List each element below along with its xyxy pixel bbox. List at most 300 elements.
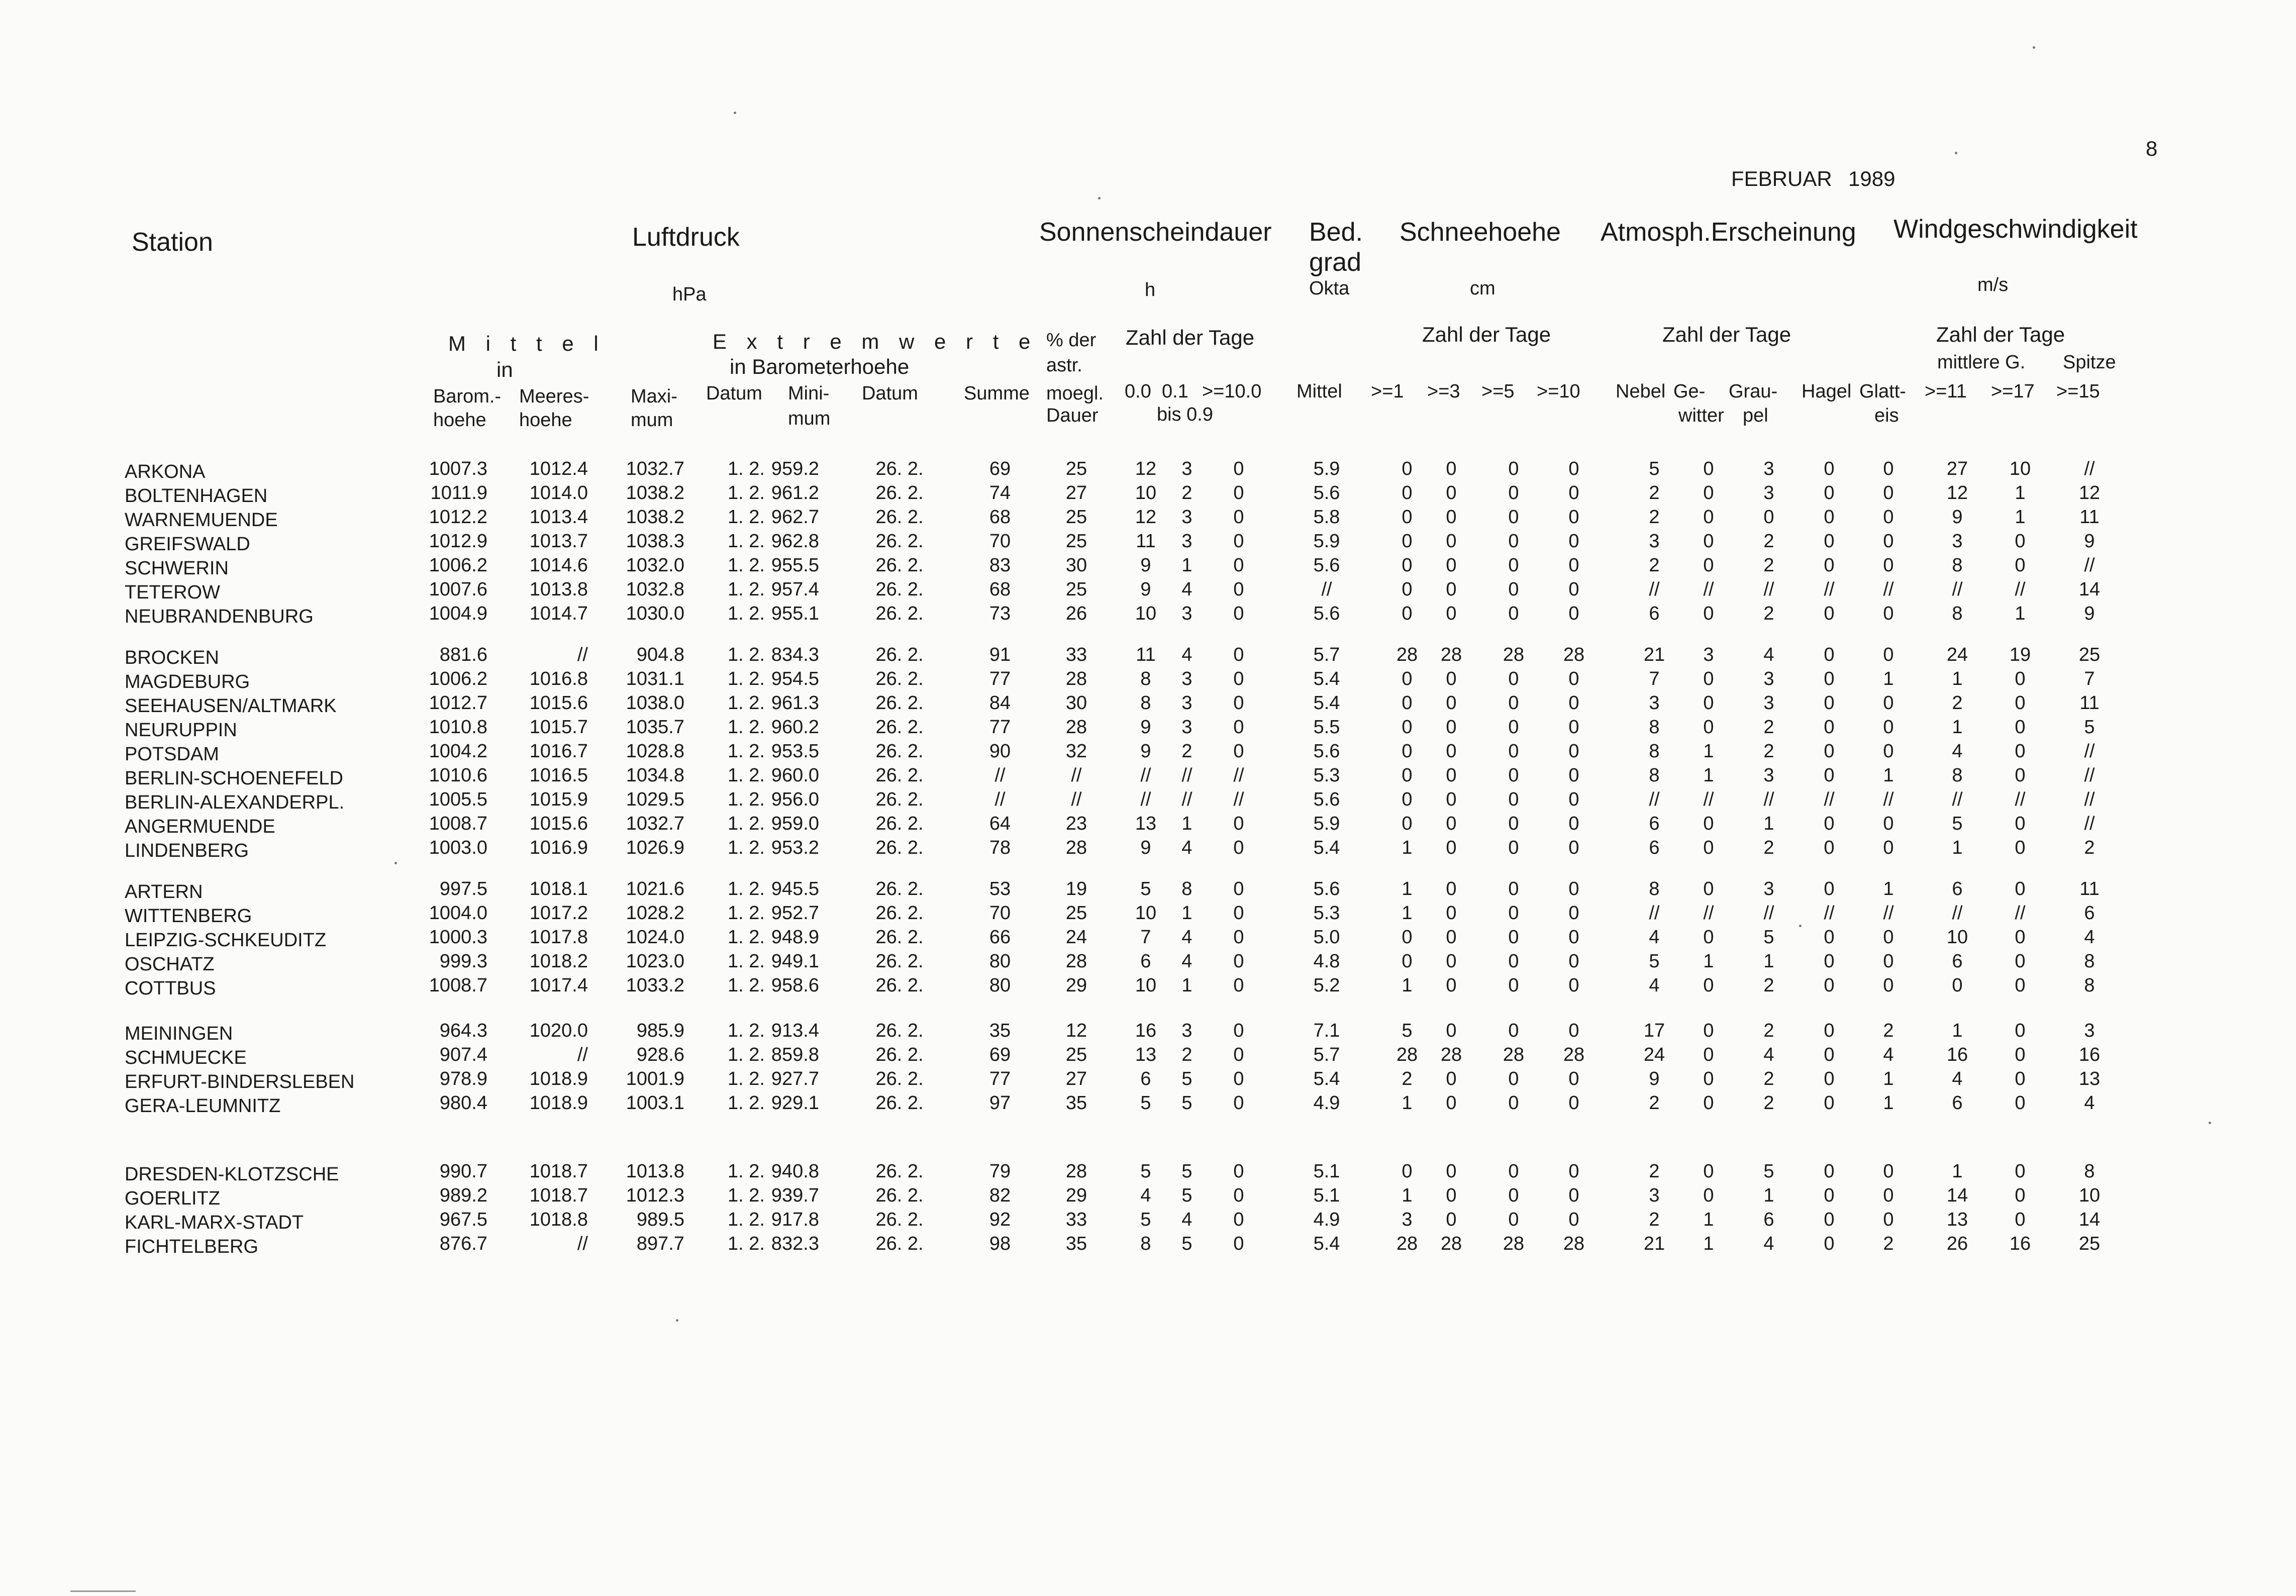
hagel: //: [1824, 579, 1835, 600]
graupel-header-2: pel: [1743, 405, 1768, 426]
min-datum: 26. 2.: [875, 927, 924, 948]
nebel: 2: [1649, 482, 1660, 504]
wind-ge15: 9: [2084, 603, 2095, 624]
sun-pct: 28: [1065, 717, 1087, 738]
wind-ge11: 8: [1952, 555, 1963, 576]
gewitter: 0: [1703, 555, 1714, 576]
graupel: 5: [1763, 927, 1774, 948]
min-datum: 26. 2.: [875, 717, 924, 738]
max-datum: 1. 2.: [728, 837, 765, 858]
maximum: 1033.2: [626, 975, 684, 996]
meeres-mittel: 1020.0: [529, 1020, 588, 1041]
sun-days-10: 0: [1233, 1092, 1244, 1114]
snow-ge10: 0: [1568, 789, 1579, 810]
wind-col1-header: >=11: [1925, 381, 1967, 402]
sun-days-01: //: [1181, 765, 1192, 786]
sun-days-10: 0: [1233, 951, 1244, 972]
bed-mittel: 5.4: [1313, 692, 1340, 714]
scan-speck: [1955, 152, 1957, 154]
nebel: 6: [1649, 813, 1660, 834]
maximum: 1028.2: [626, 903, 684, 924]
station-name: ARTERN: [125, 881, 203, 903]
bed-mittel: 5.0: [1313, 927, 1340, 948]
wind-ge15: //: [2084, 458, 2095, 479]
sun-summe: 80: [989, 975, 1011, 996]
sonnenschein-unit: h: [1145, 279, 1156, 301]
barom-mittel: 907.4: [439, 1044, 487, 1065]
station-name: MEININGEN: [125, 1023, 233, 1044]
bed-mittel: 5.9: [1313, 458, 1340, 479]
station-name: BROCKEN: [125, 647, 219, 668]
snow-ge3: 0: [1446, 837, 1457, 858]
bed-mittel: 5.6: [1313, 603, 1340, 624]
snow-ge1: 1: [1402, 975, 1413, 996]
gewitter: 1: [1703, 741, 1714, 762]
hagel: 0: [1824, 668, 1835, 689]
minimum: 961.3: [771, 692, 819, 714]
max-datum: 1. 2.: [728, 1020, 765, 1041]
sun-days-01: 3: [1181, 717, 1192, 738]
scan-speck: [734, 112, 736, 114]
graupel: 3: [1763, 668, 1774, 689]
bed-mittel: 4.9: [1313, 1209, 1340, 1230]
wind-ge15: 14: [2078, 579, 2101, 600]
meeres-mittel: 1017.2: [529, 903, 588, 924]
barom-mittel: 1010.8: [429, 717, 487, 738]
sun-days-10: 0: [1233, 692, 1244, 714]
gewitter: //: [1703, 789, 1714, 810]
maximum: 1032.0: [626, 555, 684, 576]
sun-days-10: 0: [1233, 903, 1244, 924]
snow-ge10: 0: [1568, 1092, 1579, 1114]
snow-ge3: 0: [1446, 1209, 1457, 1230]
snow-ge1: 3: [1402, 1209, 1413, 1230]
meeres-mittel: //: [577, 1044, 588, 1065]
snow-ge1: 0: [1402, 458, 1413, 479]
sun-days-01: 3: [1181, 531, 1192, 552]
snow-ge3: 0: [1446, 813, 1457, 834]
glatteis: 0: [1883, 507, 1894, 528]
max-datum: 1. 2.: [728, 1233, 765, 1254]
maximum: 1028.8: [626, 741, 684, 762]
sun-days-01: 4: [1181, 951, 1192, 972]
snow-ge10: 0: [1568, 507, 1579, 528]
station-name: POTSDAM: [125, 744, 219, 765]
gewitter: 0: [1703, 878, 1714, 900]
nebel: //: [1649, 903, 1660, 924]
wind-ge11: 13: [1946, 1209, 1968, 1230]
scan-speck: [1799, 925, 1802, 927]
station-name: NEURUPPIN: [125, 720, 237, 741]
sun-days-01: 5: [1181, 1233, 1192, 1254]
min-datum: 26. 2.: [875, 1185, 924, 1206]
sun-pct: 12: [1065, 1020, 1087, 1041]
min-datum: 26. 2.: [875, 1161, 924, 1182]
sun-days-00: 10: [1135, 603, 1157, 624]
wind-col2-header: >=17: [1991, 381, 2035, 402]
sun-days-00: 4: [1140, 1185, 1151, 1206]
meeres-mittel: 1014.7: [529, 603, 588, 624]
minimum: 939.7: [771, 1185, 819, 1206]
station-name: DRESDEN-KLOTZSCHE: [125, 1164, 339, 1185]
minimum-header-1: Mini-: [788, 383, 830, 404]
snow-ge3: 0: [1446, 1161, 1457, 1182]
meeres-mittel: 1015.9: [529, 789, 588, 810]
glatteis: 0: [1883, 692, 1894, 714]
nebel: //: [1649, 579, 1660, 600]
graupel: 0: [1763, 507, 1774, 528]
min-datum: 26. 2.: [875, 765, 924, 786]
meeres-mittel: 1018.8: [529, 1209, 588, 1230]
wind-ge17: 0: [2015, 975, 2026, 996]
sun-summe: 70: [989, 903, 1011, 924]
hagel: 0: [1824, 1185, 1835, 1206]
hagel: 0: [1824, 692, 1835, 714]
sun-days-01: 1: [1181, 975, 1192, 996]
snow-ge1: 28: [1396, 1233, 1418, 1254]
snow-ge5: 0: [1508, 531, 1519, 552]
minimum: 955.5: [771, 555, 819, 576]
wind-ge17: 1: [2015, 603, 2026, 624]
wind-ge15: 16: [2078, 1044, 2101, 1065]
barom-mittel: 1010.6: [429, 765, 487, 786]
gewitter: 0: [1703, 1020, 1714, 1041]
wind-ge15: 6: [2084, 903, 2095, 924]
sonnenschein-header: Sonnenscheindauer: [1039, 218, 1272, 247]
graupel: 3: [1763, 765, 1774, 786]
max-datum: 1. 2.: [728, 579, 765, 600]
sun-days-00: 9: [1140, 717, 1151, 738]
nebel: 4: [1649, 927, 1660, 948]
glatteis: 0: [1883, 458, 1894, 479]
wind-ge15: //: [2084, 741, 2095, 762]
sun-summe: 92: [989, 1209, 1011, 1230]
max-datum: 1. 2.: [728, 741, 765, 762]
bed-mittel: 5.4: [1313, 1233, 1340, 1254]
sun-summe: 78: [989, 837, 1011, 858]
sun-days-00: 9: [1140, 837, 1151, 858]
barom-mittel: 1012.9: [429, 531, 487, 552]
schneehoehe-header: Schneehoehe: [1400, 218, 1561, 247]
sun-days-01: //: [1181, 789, 1192, 810]
wind-ge17: //: [2015, 789, 2026, 810]
hagel-header: Hagel: [1802, 381, 1852, 402]
maximum: 904.8: [636, 644, 684, 665]
sun-pct: 32: [1065, 741, 1087, 762]
min-datum: 26. 2.: [875, 507, 924, 528]
hagel: 0: [1824, 482, 1835, 504]
snow-ge10: 0: [1568, 765, 1579, 786]
max-datum: 1. 2.: [728, 668, 765, 689]
sun-pct: 35: [1065, 1092, 1087, 1114]
snow-ge5: 0: [1508, 1020, 1519, 1041]
max-datum: 1. 2.: [728, 903, 765, 924]
gewitter: 0: [1703, 837, 1714, 858]
barom-mittel: 1007.3: [429, 458, 487, 479]
graupel: 2: [1763, 717, 1774, 738]
max-datum: 1. 2.: [728, 789, 765, 810]
minimum: 927.7: [771, 1068, 819, 1089]
sun-summe: 77: [989, 668, 1011, 689]
wind-ge17: 0: [2015, 1044, 2026, 1065]
bed-mittel: 5.6: [1313, 878, 1340, 900]
wind-ge17: 0: [2015, 813, 2026, 834]
sun-days-00: 10: [1135, 482, 1157, 504]
maximum: 1001.9: [626, 1068, 684, 1089]
minimum: 960.0: [771, 765, 819, 786]
minimum: 955.1: [771, 603, 819, 624]
schnee-zahl-tage-header: Zahl der Tage: [1422, 323, 1551, 346]
wind-ge17: 10: [2009, 458, 2031, 479]
minimum: 952.7: [771, 903, 819, 924]
bed-mittel: 5.8: [1313, 507, 1340, 528]
gewitter: 0: [1703, 1068, 1714, 1089]
snow-ge5: 28: [1503, 644, 1525, 665]
wind-ge15: 11: [2079, 878, 2100, 900]
wind-ge11: 6: [1952, 951, 1963, 972]
sun-zahl-tage-header: Zahl der Tage: [1126, 326, 1255, 349]
meeres-mittel: 1016.5: [529, 765, 588, 786]
pct-header-2: astr.: [1046, 355, 1082, 376]
bedeckung-header-1: Bed.: [1309, 218, 1363, 247]
snow-ge3: 0: [1446, 1068, 1457, 1089]
wind-ge15: 25: [2078, 1233, 2101, 1254]
min-datum: 26. 2.: [875, 1233, 924, 1254]
nebel: 21: [1643, 644, 1665, 665]
graupel: 4: [1763, 1233, 1774, 1254]
bed-mittel: 4.9: [1313, 1092, 1340, 1114]
station-name: GERA-LEUMNITZ: [125, 1095, 281, 1117]
gewitter: 0: [1703, 1044, 1714, 1065]
max-datum: 1. 2.: [728, 1209, 765, 1230]
mittel-in-header: in: [496, 358, 513, 381]
sun-days-00: 6: [1140, 951, 1151, 972]
minimum: 948.9: [771, 927, 819, 948]
max-datum: 1. 2.: [728, 482, 765, 504]
gewitter: 0: [1703, 1161, 1714, 1182]
min-datum: 26. 2.: [875, 837, 924, 858]
snow-ge1: 0: [1402, 482, 1413, 504]
snow-ge10: 0: [1568, 458, 1579, 479]
snow-ge3: 0: [1446, 741, 1457, 762]
sun-summe: 69: [989, 458, 1011, 479]
barom-mittel: 1005.5: [429, 789, 487, 810]
maximum: 1032.7: [626, 813, 684, 834]
snow-ge1: 0: [1402, 531, 1413, 552]
wind-ge11: 10: [1946, 927, 1968, 948]
sun-days-01: 5: [1181, 1185, 1192, 1206]
minimum-header-2: mum: [788, 408, 831, 429]
sun-days-01: 3: [1181, 458, 1192, 479]
sun-days-10: 0: [1233, 741, 1244, 762]
wind-ge17: 0: [2015, 1068, 2026, 1089]
sun-summe: 64: [989, 813, 1011, 834]
glatteis: 0: [1883, 603, 1894, 624]
wind-ge17: 16: [2009, 1233, 2031, 1254]
snow-ge10: 0: [1568, 903, 1579, 924]
max-datum: 1. 2.: [728, 458, 765, 479]
bed-mittel: //: [1321, 579, 1332, 600]
sun-days-00: 10: [1135, 903, 1157, 924]
snow-ge5: 0: [1508, 603, 1519, 624]
minimum: 959.2: [771, 458, 819, 479]
nebel: 8: [1649, 717, 1660, 738]
snow-ge10: 0: [1568, 878, 1579, 900]
bed-mittel: 5.1: [1313, 1185, 1340, 1206]
maximum: 1032.7: [626, 458, 684, 479]
barom-mittel: 1006.2: [429, 555, 487, 576]
station-name: GOERLITZ: [125, 1188, 221, 1209]
sun-summe: 53: [989, 878, 1011, 900]
snow-ge10: 0: [1568, 951, 1579, 972]
meeres-mittel: 1016.8: [529, 668, 588, 689]
min-datum: 26. 2.: [875, 878, 924, 900]
wind-ge17: 0: [2015, 1209, 2026, 1230]
minimum: 949.1: [771, 951, 819, 972]
maximum: 1023.0: [626, 951, 684, 972]
nebel: //: [1649, 789, 1660, 810]
snow-ge3: 0: [1446, 458, 1457, 479]
station-name: ARKONA: [125, 461, 206, 482]
snow-ge1: 0: [1402, 692, 1413, 714]
sun-days-01: 5: [1181, 1161, 1192, 1182]
snow-ge3: 0: [1446, 1092, 1457, 1114]
sun-pct: 29: [1065, 1185, 1087, 1206]
nebel: 8: [1649, 765, 1660, 786]
sun-summe: 90: [989, 741, 1011, 762]
minimum: 832.3: [771, 1233, 819, 1254]
snow-ge1: 1: [1402, 1092, 1413, 1114]
sun-col2b-header: bis 0.9: [1157, 404, 1213, 425]
scan-speck: [2209, 1122, 2211, 1124]
sun-pct: 28: [1065, 1161, 1087, 1182]
bed-mittel: 5.7: [1313, 1044, 1340, 1065]
sun-days-00: 16: [1135, 1020, 1157, 1041]
barom-mittel: 1008.7: [429, 813, 487, 834]
graupel: 1: [1763, 951, 1774, 972]
sun-pct: //: [1071, 765, 1082, 786]
barom-mittel: 1007.6: [429, 579, 487, 600]
maximum: 1013.8: [626, 1161, 684, 1182]
extremwerte-in-header: in Barometerhoehe: [730, 355, 910, 378]
nebel: 6: [1649, 837, 1660, 858]
sun-days-10: 0: [1233, 603, 1244, 624]
barom-mittel: 964.3: [439, 1020, 487, 1041]
hagel: 0: [1824, 644, 1835, 665]
sun-days-01: 4: [1181, 927, 1192, 948]
sun-days-10: 0: [1233, 579, 1244, 600]
sun-days-00: 6: [1140, 1068, 1151, 1089]
meeres-mittel: 1018.9: [529, 1092, 588, 1114]
maximum: 1032.8: [626, 579, 684, 600]
wind-ge17: 0: [2015, 1092, 2026, 1114]
snow-ge10: 0: [1568, 975, 1579, 996]
wind-ge11: 1: [1952, 717, 1963, 738]
max-datum: 1. 2.: [728, 717, 765, 738]
meeres-mittel: 1012.4: [529, 458, 588, 479]
hagel: 0: [1824, 1068, 1835, 1089]
hagel: 0: [1824, 717, 1835, 738]
wind-ge15: 2: [2084, 837, 2095, 858]
graupel: 3: [1763, 458, 1774, 479]
maximum: 1003.1: [626, 1092, 684, 1114]
barom-mittel: 881.6: [439, 644, 487, 665]
wind-ge11: 1: [1952, 1161, 1963, 1182]
graupel: 5: [1763, 1161, 1774, 1182]
wind-ge17: 0: [2015, 717, 2026, 738]
sun-pct: 23: [1065, 813, 1087, 834]
meeres-mittel: 1015.7: [529, 717, 588, 738]
sun-summe: 77: [989, 717, 1011, 738]
wind-ge15: 9: [2084, 531, 2095, 552]
bed-mittel: 5.6: [1313, 741, 1340, 762]
sun-days-10: 0: [1233, 644, 1244, 665]
snow-ge3: 0: [1446, 603, 1457, 624]
gewitter-header-2: witter: [1678, 405, 1724, 426]
snow-ge5: 0: [1508, 555, 1519, 576]
sun-summe: 91: [989, 644, 1011, 665]
sun-summe: //: [994, 789, 1006, 810]
sun-days-10: 0: [1233, 1020, 1244, 1041]
gewitter: 0: [1703, 668, 1714, 689]
gewitter: 0: [1703, 531, 1714, 552]
snow-ge1: 5: [1402, 1020, 1413, 1041]
sun-days-10: 0: [1233, 1068, 1244, 1089]
bed-mittel: 5.4: [1313, 1068, 1340, 1089]
snow-ge10: 28: [1563, 1233, 1585, 1254]
bed-mittel: 5.5: [1313, 717, 1340, 738]
nebel: 3: [1649, 692, 1660, 714]
sun-summe: 79: [989, 1161, 1011, 1182]
atmosph-header: Atmosph.Erscheinung: [1601, 218, 1856, 247]
min-datum: 26. 2.: [875, 482, 924, 504]
sun-days-10: //: [1233, 765, 1244, 786]
luftdruck-unit: hPa: [672, 284, 707, 305]
snow-ge10: 0: [1568, 1161, 1579, 1182]
sun-pct: 29: [1065, 975, 1087, 996]
datum-header-1: Datum: [706, 383, 762, 404]
hagel: 0: [1824, 531, 1835, 552]
snow-ge10: 0: [1568, 555, 1579, 576]
maximum: 1038.2: [626, 482, 684, 504]
sun-summe: 73: [989, 603, 1011, 624]
graupel: 2: [1763, 1092, 1774, 1114]
wind-ge15: 5: [2084, 717, 2095, 738]
snow-ge1: 2: [1402, 1068, 1413, 1089]
wind-ge15: 4: [2084, 1092, 2095, 1114]
min-datum: 26. 2.: [875, 644, 924, 665]
snow-ge10: 0: [1568, 603, 1579, 624]
pct-header-3: moegl.: [1046, 383, 1104, 404]
snow-ge5: 0: [1508, 692, 1519, 714]
month-label: FEBRUAR: [1731, 167, 1832, 190]
graupel: 3: [1763, 692, 1774, 714]
min-datum: 26. 2.: [875, 692, 924, 714]
snow-ge3: 0: [1446, 555, 1457, 576]
glatteis: 1: [1883, 668, 1894, 689]
scan-speck: [1098, 197, 1101, 200]
wind-ge11: 3: [1952, 531, 1963, 552]
snow-ge1: 0: [1402, 927, 1413, 948]
sun-summe: 82: [989, 1185, 1011, 1206]
bed-mittel: 5.4: [1313, 837, 1340, 858]
max-datum: 1. 2.: [728, 951, 765, 972]
station-name: ANGERMUENDE: [125, 816, 275, 837]
max-datum: 1. 2.: [728, 603, 765, 624]
meeres-mittel: 1018.7: [529, 1185, 588, 1206]
sun-days-01: 1: [1181, 813, 1192, 834]
wind-ge17: 0: [2015, 741, 2026, 762]
